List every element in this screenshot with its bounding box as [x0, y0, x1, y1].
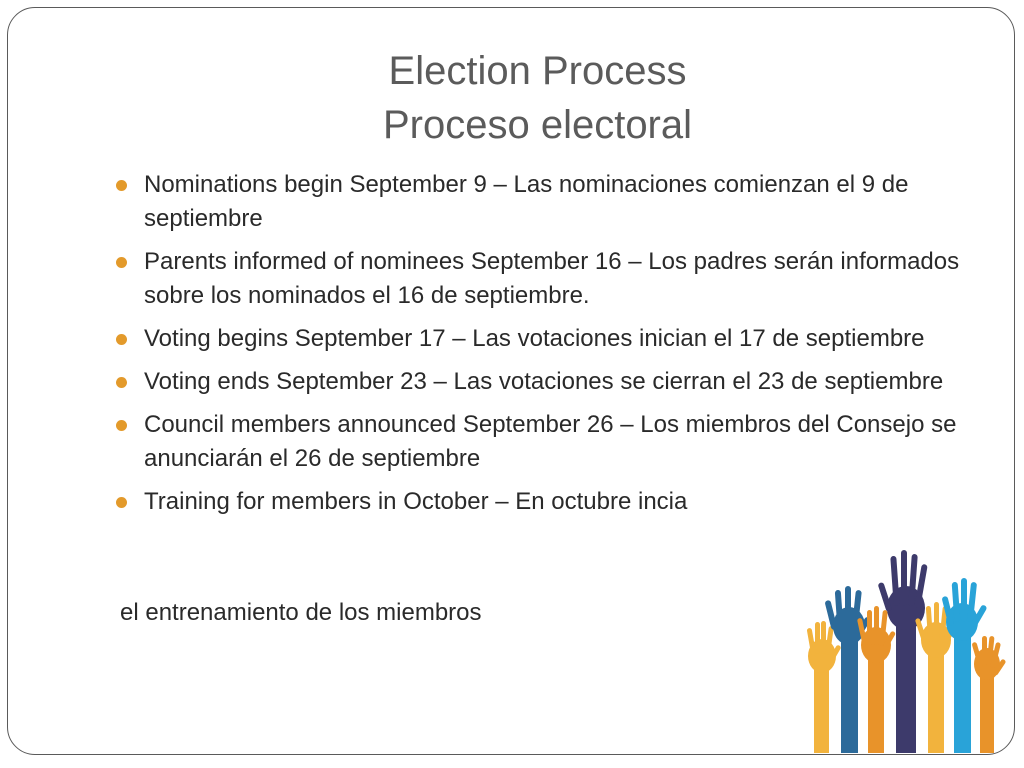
bullet-item: [112, 485, 962, 519]
hand-yellow-left-icon: [807, 621, 842, 753]
bullet-item: [112, 322, 962, 356]
bullet-icon: [116, 420, 127, 431]
raised-hands-icon: [800, 548, 1012, 753]
bullet-list: [112, 168, 962, 528]
slide-title: [0, 44, 1024, 152]
bullet-icon: [116, 257, 127, 268]
bullet-text: Nominations begin September 9 – Las nominaciones comienzan el 9 de septiembre: [144, 171, 909, 232]
hand-blue-icon: [824, 586, 871, 753]
bullet-icon: [116, 497, 127, 508]
bullet-icon: [116, 334, 127, 345]
bullet-icon: [116, 377, 127, 388]
bullet-text: Voting ends September 23 – Las votaciones se cierran el 23 de septiembre: [144, 368, 944, 395]
bullet-item: [112, 365, 962, 399]
bullet-text: Training for members in October – En octubre incia: [144, 488, 688, 515]
title-english: Election Process: [388, 49, 687, 93]
bullet-text: Voting begins September 17 – Las votaciones inician el 17 de septiembre: [144, 325, 925, 352]
bullet-item: [112, 408, 962, 476]
title-spanish: Proceso electoral: [382, 103, 693, 147]
trailing-text: el entrenamiento de los miembros: [120, 599, 482, 626]
bullet-text: Parents informed of nominees September 16 – Los padres serán informados sobre los nominados el 16 de septiembre.: [144, 248, 960, 309]
bullet-item: [112, 168, 962, 236]
hand-orange-right-icon: [971, 636, 1006, 753]
bullet-icon: [116, 180, 127, 191]
bullet-item: [112, 245, 962, 313]
bullet-text: Council members announced September 26 – Los miembros del Consejo se anunciarán el 26 de septiembre: [144, 411, 957, 472]
hand-orange-icon: [857, 606, 896, 753]
